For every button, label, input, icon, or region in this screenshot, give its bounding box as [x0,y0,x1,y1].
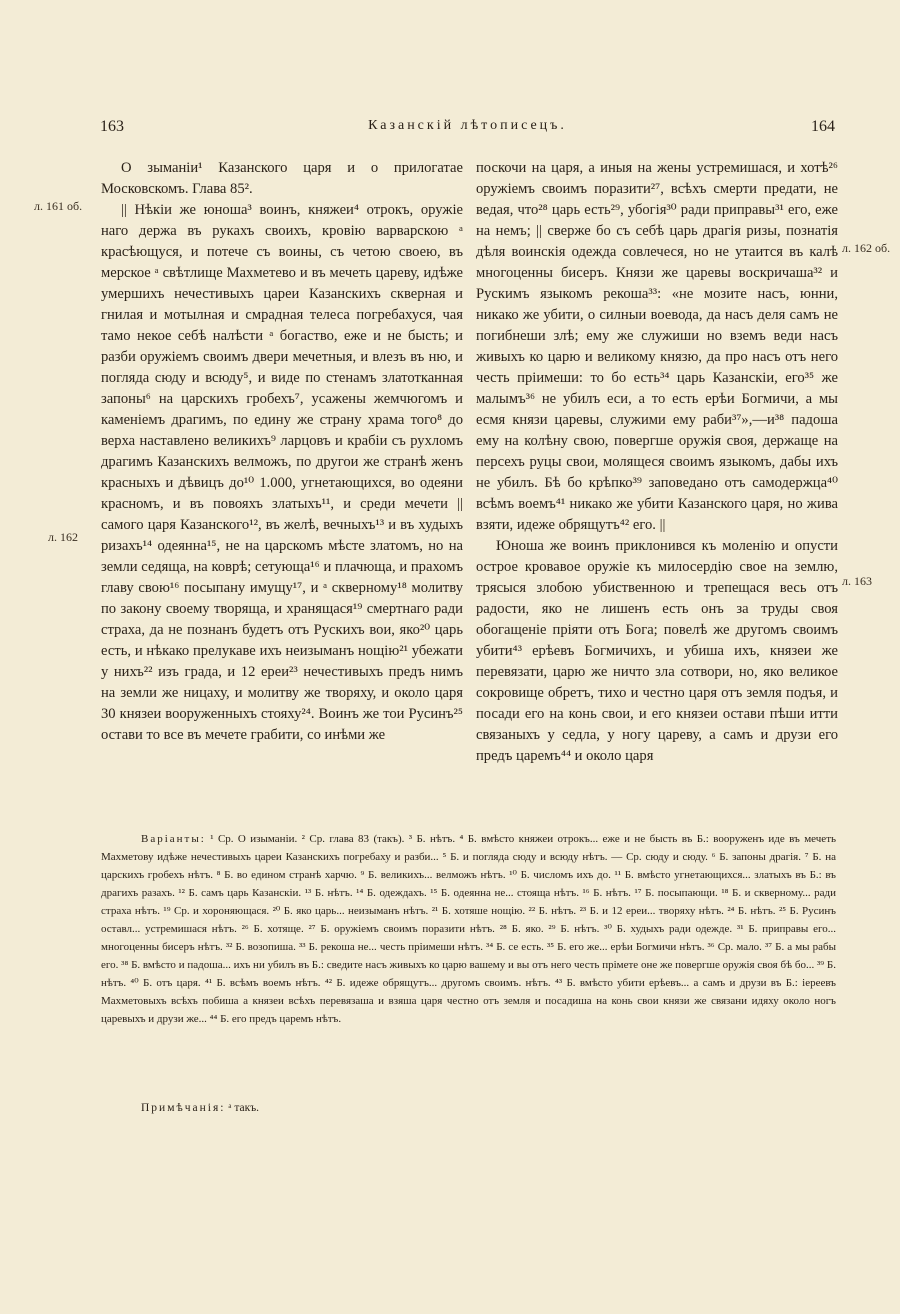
right-paragraph-1: поскочи на царя, а иныя на жены устремишася, и хотѣ²⁶ оружіемъ своимъ поразити²⁷, всѣхъ смерти предати, не ведая, что²⁸ царь есть²⁹, убогія³⁰ ради приправы³¹ его, еже на немъ; || сверже бо съ себѣ царь драгія ризы, познатія дѣля воинскія одежда совлечеся, но не утаится въ калѣ многоценны бисеръ. Князи же царевы воскричаша³² и Рускимъ языкомъ рекоша³³: «не мозите насъ, юнни, никако же убити, о силныи воевода, да насъ деля самъ не погибнеши злѣ; ему же служиши но вземъ веди насъ живыхъ ко царю и великому князю, да про насъ отъ него честь пріимеши: то бо есть³⁴ царь Казанскіи, его³⁵ же малымъ³⁶ не убилъ еси, а то есть ерѣи Богмичи, а мы есмя князи царевы, служими ему раби³⁷»,—и³⁸ падоша ему на колѣну свою, повергше оружія своя, держаще на персехъ руцы свои, молящеся своимъ языкомъ, дабы ихъ не убилъ. Бѣ бо крѣпко³⁹ заповедано отъ самодержца⁴⁰ всѣмъ воемъ⁴¹ никако же убити Казанского царя, но жива взяти, идеже обрящутъ⁴² его. || [476,160,838,533]
variants-text: ¹ Ср. О изыманіи. ² Ср. глава 83 (такъ). ³ Б. нѣтъ. ⁴ Б. вмѣсто княжеи отрокъ... еже и не бысть въ Б.: вооруженъ иде въ мечеть Махметову идѣже нечестивыхъ цареи Казанскихъ погребаху и разби... ⁵ Б. и погляда сюду и всюду нѣтъ. — Ср. сюду и сюду. ⁶ Б. запоны драгія. ⁷ Б. на царскихъ гробехъ нѣтъ. ⁸ Б. во едином странѣ харчю. ⁹ Б. великихъ... велможъ нѣтъ. ¹⁰ Б. числомъ ихъ до. ¹¹ Б. вмѣсто угнетающихся... златыхъ въ Б.: въ драгихъ разахъ. ¹² Б. самъ царь Казанскіи. ¹³ Б. нѣтъ. ¹⁴ Б. одеждахъ. ¹⁵ Б. одеянна не... стояща нѣтъ. ¹⁶ Б. нѣтъ. ¹⁷ Б. посыпающи. ¹⁸ Б. и скверному... ради страха нѣтъ. ¹⁹ Ср. и хороняющася. ²⁰ Б. яко царь... неизыманъ нѣтъ. ²¹ Б. хотяше нощію. ²² Б. нѣтъ. ²³ Б. и 12 ереи... творяху нѣтъ. ²⁴ Б. нѣтъ. ²⁵ Б. Русинъ оставл... устремишася нѣтъ. ²⁶ Б. хотяще. ²⁷ Б. оружіемъ своимъ поразити нѣтъ. ²⁸ Б. яко. ²⁹ Б. нѣтъ. ³⁰ Б. худыхъ ради одежде. ³¹ Б. приправы его... многоценны бисеръ нѣтъ. ³² Б. возопиша. ³³ Б. рекоша не... честь пріимеши нѣтъ. ³⁴ Б. се есть. ³⁵ Б. его же... ерѣи Богмичи нѣтъ. ³⁶ Ср. мало. ³⁷ Б. а мы рабы его. ³⁸ Б. вмѣсто и падоша... ихъ ни убилъ въ Б.: сведите насъ живыхъ ко царю вашему и вы отъ него честь прімете оне же повергше оружія своя бѣ бо... ³⁹ Б. нѣтъ. ⁴⁰ Б. отъ царя. ⁴¹ Б. всѣмъ воемъ нѣтъ. ⁴² Б. идеже обрящутъ... другомъ своимъ. нѣтъ. ⁴³ Б. вмѣсто убити ерѣевъ... а самъ и друзи въ Б.: іереевъ Махметовыхъ всѣхъ побиша а князеи всѣхъ перевязаша и взяша царя честно отъ земля и посадиша на конь свои князи же связани идяху около ногъ царевыхъ и друзи же... ⁴⁴ Б. его предъ царемъ нѣтъ. [101,833,837,1025]
notes-label: Примѣчанія: [141,1102,226,1114]
left-paragraph: || Нѣкіи же юноша³ воинъ, княжеи⁴ отрокъ, оружіе наго держа въ рукахъ своихъ, кровію варварскою ᵃ красѣющуся, и потече съ воины, съ четою своею, въ мерское ᵃ свѣтлище Махметево и въ мечеть цареву, идѣже умершихъ нечестивыхъ цареи Казанскихъ скверная и гнилая и мотылная и смрадная телеса погребахуся, чая тамо некое себѣ налѣсти ᵃ богаство, еже и не бысть; и разби оружіемъ своимъ двери мечетныя, и влезъ въ ню, и погляда сюду и всюду⁵, и виде по стенамъ златотканная запоны⁶ на царскихъ гробехъ⁷, усажены жемчюгомъ и каменіемъ драгимъ, по едину же страну храма того⁸ до верха наставлено великихъ⁹ ларцовъ и крабіи съ рухломъ драгимъ Казанскихъ велможъ, по другои же странѣ женъ красныхъ и дѣвицъ до¹⁰ 1.000, угнетающихся, во одеяни красномъ, и въ повояхъ златыхъ¹¹, и среди мечети || самого царя Казанского¹², въ желѣ, вечныхъ¹³ и въ худыхъ ризахъ¹⁴ одеянна¹⁵, не на царскомъ мѣсте златомъ, но на земли седяща, на коврѣ; сетующа¹⁶ и плачюща, и прахомъ главу свою¹⁶ посыпану имущу¹⁷, и ᵃ скверному¹⁸ молитву по закону своему творяща, и хранящася¹⁹ смертнаго ради страха, да не познанъ будетъ отъ Рускихъ вои, яко²⁰ царь есть, и нѣкако прелукаве ихъ неизыманъ нощію²¹ убежати у нихъ²² изъ града, и 12 ереи²³ нечестивыхъ предъ нимъ на земли же ницаху, и молитву же творяху, и около царя 30 князеи вооруженныхъ стояху²⁴. Воинъ же тои Русинъ²⁵ остави то все въ мечете грабити, со инѣми же [101,202,463,743]
variants-footnotes [101,830,836,1028]
margin-note-left-2: л. 162 [48,530,78,544]
margin-note-right-2: л. 163 [842,574,872,588]
left-column [101,158,463,746]
chapter-heading: О зыманіи¹ Казанского царя и о прилогатае Московскомъ. Глава 85². [101,160,463,197]
page-header [100,118,835,142]
right-column [476,158,838,767]
page-number-right: 164 [811,118,835,135]
notes-text: ᵃ такъ. [228,1102,260,1114]
right-paragraph-2: Юноша же воинъ приклонився къ моленію и опусти острое кровавое оружіе къ милосердію свое на землю, трясыся злобою убиственною и трепещася весь отъ радости, яко не лишенъ есть онъ за труды своя обогащеніе пріяти отъ Бога; повелѣ же другомъ своимъ убити⁴³ ерѣевъ Богмичихъ, и убиша ихъ, князеи же перевязати, царю же ничто зла сотвори, но, яко великое сокровище обретъ, тихо и честно царя отъ земля подъя, и посади его на конь свои, и его князеи остави пѣши итти связаныхъ у седла, у ногу цареву, а самъ и друзи его предъ царемъ⁴⁴ и около царя [476,538,838,764]
page-number-left: 163 [100,118,124,135]
margin-note-right-1: л. 162 об. [842,241,891,255]
margin-note-left-1: л. 161 об. [34,199,83,213]
running-title: Казанскій лѣтописецъ. [368,118,567,133]
variants-label: Варіанты: [141,833,206,845]
notes-section [141,1102,741,1114]
